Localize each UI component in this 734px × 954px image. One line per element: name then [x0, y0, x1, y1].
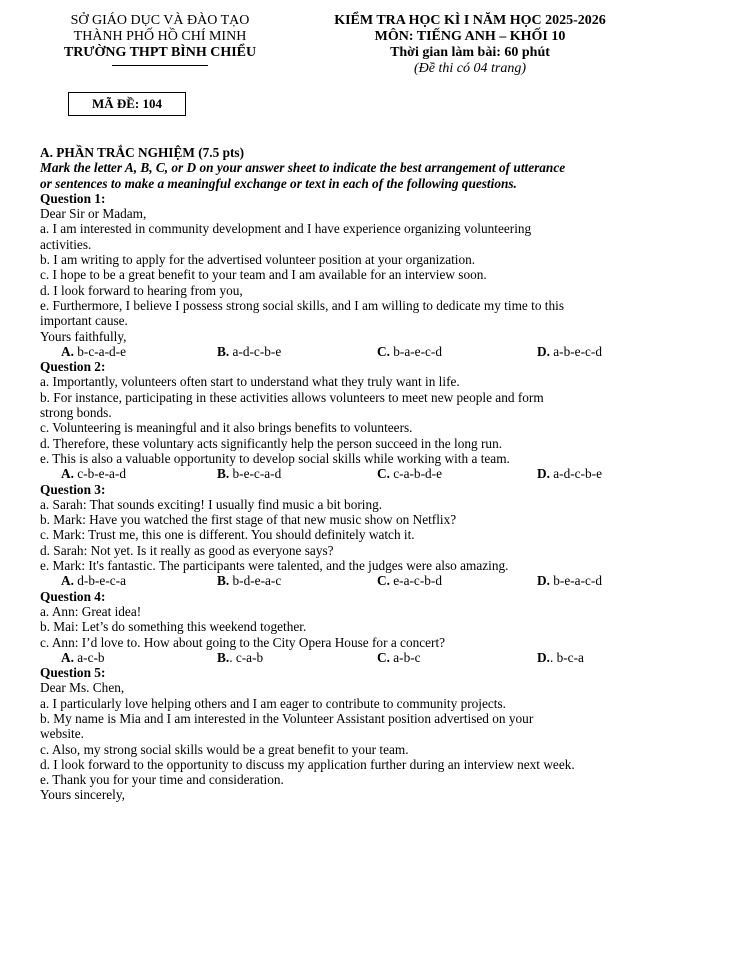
question-title: Question 1:	[40, 190, 106, 206]
option-text: b-d-e-a-c	[229, 573, 282, 589]
option-text: c-a-b-d-e	[389, 466, 442, 482]
option-letter: A.	[61, 573, 74, 589]
option-letter: C.	[377, 649, 390, 665]
question-block	[40, 665, 705, 803]
option-letter: B.	[217, 466, 230, 482]
exam-content	[40, 145, 705, 803]
answer-option	[217, 573, 377, 588]
option-text: a-d-c-b-e	[229, 343, 282, 359]
question-line: important cause.	[40, 313, 128, 329]
question-line: Dear Sir or Madam,	[40, 206, 147, 222]
question-line: c. I hope to be a great benefit to your team and I am available for an interview soon.	[40, 267, 487, 283]
option-letter: C.	[377, 343, 390, 359]
question-line: d. I look forward to hearing from you,	[40, 282, 243, 298]
answer-options	[40, 573, 705, 588]
school-underline	[112, 65, 208, 66]
answer-option	[40, 466, 217, 481]
option-text: a-c-b	[73, 649, 105, 665]
question-line: website.	[40, 726, 84, 742]
question-line: c. Also, my strong social skills would be a great benefit to your team.	[40, 741, 409, 757]
option-letter: B.	[217, 649, 230, 665]
answer-option	[40, 344, 217, 359]
option-text: c-b-e-a-d	[73, 466, 126, 482]
answer-option	[537, 573, 687, 588]
exam-title: KIỂM TRA HỌC KÌ I NĂM HỌC 2025-2026	[334, 13, 606, 28]
question-block	[40, 589, 705, 665]
question-line: e. Furthermore, I believe I possess strong social skills, and I am willing to dedicate my time to this	[40, 297, 565, 313]
question-line: c. Mark: Trust me, this one is different. You should definitely watch it.	[40, 527, 415, 543]
question-line: d. Sarah: Not yet. Is it really as good as everyone says?	[40, 542, 334, 558]
option-text: d-b-e-c-a	[73, 573, 126, 589]
question-line: Yours faithfully,	[40, 328, 127, 344]
option-letter: D.	[537, 466, 550, 482]
question-title: Question 2:	[40, 359, 106, 375]
option-text: a-b-e-c-d	[549, 343, 602, 359]
answer-option	[40, 573, 217, 588]
answer-options	[40, 650, 705, 665]
question-block	[40, 191, 705, 359]
option-letter: B.	[217, 343, 230, 359]
question-line: b. My name is Mia and I am interested in the Volunteer Assistant position advertised on your	[40, 710, 534, 726]
question-line: e. Thank you for your time and consideration.	[40, 772, 284, 788]
question-line: b. Mai: Let’s do something this weekend together.	[40, 619, 307, 635]
question-line: a. I am interested in community development and I have experience organizing volunteering	[40, 221, 532, 237]
option-letter: D.	[537, 573, 550, 589]
question-block	[40, 482, 705, 589]
question-line: a. I particularly love helping others and I am eager to contribute to community projects.	[40, 695, 506, 711]
question-line: a. Importantly, volunteers often start to understand what they truly want in life.	[40, 374, 460, 390]
option-text: . b-c-a	[549, 649, 584, 665]
answer-option	[377, 573, 537, 588]
answer-option	[217, 650, 377, 665]
question-line: d. Therefore, these voluntary acts significantly help the person succeed in the long run.	[40, 435, 503, 451]
question-list	[40, 191, 705, 803]
city-name: THÀNH PHỐ HỒ CHÍ MINH	[73, 29, 247, 44]
section-title: A. PHẦN TRẮC NGHIỆM (7.5 pts)	[40, 145, 245, 160]
department-name: SỞ GIÁO DỤC VÀ ĐÀO TẠO	[70, 13, 250, 28]
answer-option	[377, 466, 537, 481]
subject-line: MÔN: TIẾNG ANH – KHỐI 10	[374, 29, 566, 44]
exam-code-box: MÃ ĐỀ: 104	[68, 92, 186, 116]
option-text: a-b-c	[389, 649, 421, 665]
option-text: . c-a-b	[229, 649, 264, 665]
question-line: Dear Ms. Chen,	[40, 680, 125, 696]
answer-option	[537, 466, 687, 481]
question-line: d. I look forward to the opportunity to discuss my application further during an interview next week.	[40, 756, 575, 772]
question-title: Question 5:	[40, 665, 106, 681]
question-line: b. Mark: Have you watched the first stage of that new music show on Netflix?	[40, 512, 457, 528]
time-limit: Thời gian làm bài: 60 phút	[390, 45, 550, 60]
answer-option	[377, 344, 537, 359]
answer-option	[217, 466, 377, 481]
page-count-note: (Đề thi có 04 trang)	[414, 61, 526, 76]
question-line: a. Ann: Great idea!	[40, 603, 142, 619]
question-line: c. Volunteering is meaningful and it also brings benefits to volunteers.	[40, 420, 413, 436]
option-letter: C.	[377, 466, 390, 482]
option-letter: A.	[61, 466, 74, 482]
answer-options	[40, 466, 705, 481]
answer-option	[537, 344, 687, 359]
school-name: TRƯỜNG THPT BÌNH CHIỂU	[63, 45, 257, 60]
question-title: Question 3:	[40, 481, 106, 497]
question-line: b. For instance, participating in these activities allows volunteers to meet new people and form	[40, 389, 544, 405]
question-line: e. This is also a valuable opportunity to develop social skills while working with a team.	[40, 450, 510, 466]
option-text: a-d-c-b-e	[549, 466, 602, 482]
option-letter: B.	[217, 573, 230, 589]
option-text: b-c-a-d-e	[73, 343, 126, 359]
option-letter: C.	[377, 573, 390, 589]
option-letter: D.	[537, 343, 550, 359]
question-line: Yours sincerely,	[40, 787, 125, 803]
answer-option	[537, 650, 687, 665]
question-title: Question 4:	[40, 588, 106, 604]
question-block	[40, 359, 705, 481]
answer-option	[377, 650, 537, 665]
option-letter: A.	[61, 343, 74, 359]
section-instruction-2: or sentences to make a meaningful exchange or text in each of the following questions.	[40, 175, 517, 191]
section-instruction-1: Mark the letter A, B, C, or D on your answer sheet to indicate the best arrangement of utterance	[40, 160, 566, 176]
question-line: a. Sarah: That sounds exciting! I usually find music a bit boring.	[40, 496, 383, 512]
option-letter: D.	[537, 649, 550, 665]
question-line: c. Ann: I’d love to. How about going to the City Opera House for a concert?	[40, 634, 446, 650]
answer-option	[40, 650, 217, 665]
answer-option	[217, 344, 377, 359]
question-line: e. Mark: It's fantastic. The participants were talented, and the judges were also amazing.	[40, 558, 509, 574]
option-text: e-a-c-b-d	[389, 573, 442, 589]
answer-options	[40, 344, 705, 359]
option-text: b-e-c-a-d	[229, 466, 282, 482]
question-line: activities.	[40, 236, 92, 252]
option-letter: A.	[61, 649, 74, 665]
question-line: b. I am writing to apply for the advertised volunteer position at your organization.	[40, 252, 476, 268]
option-text: b-e-a-c-d	[549, 573, 602, 589]
option-text: b-a-e-c-d	[389, 343, 442, 359]
question-line: strong bonds.	[40, 405, 112, 421]
